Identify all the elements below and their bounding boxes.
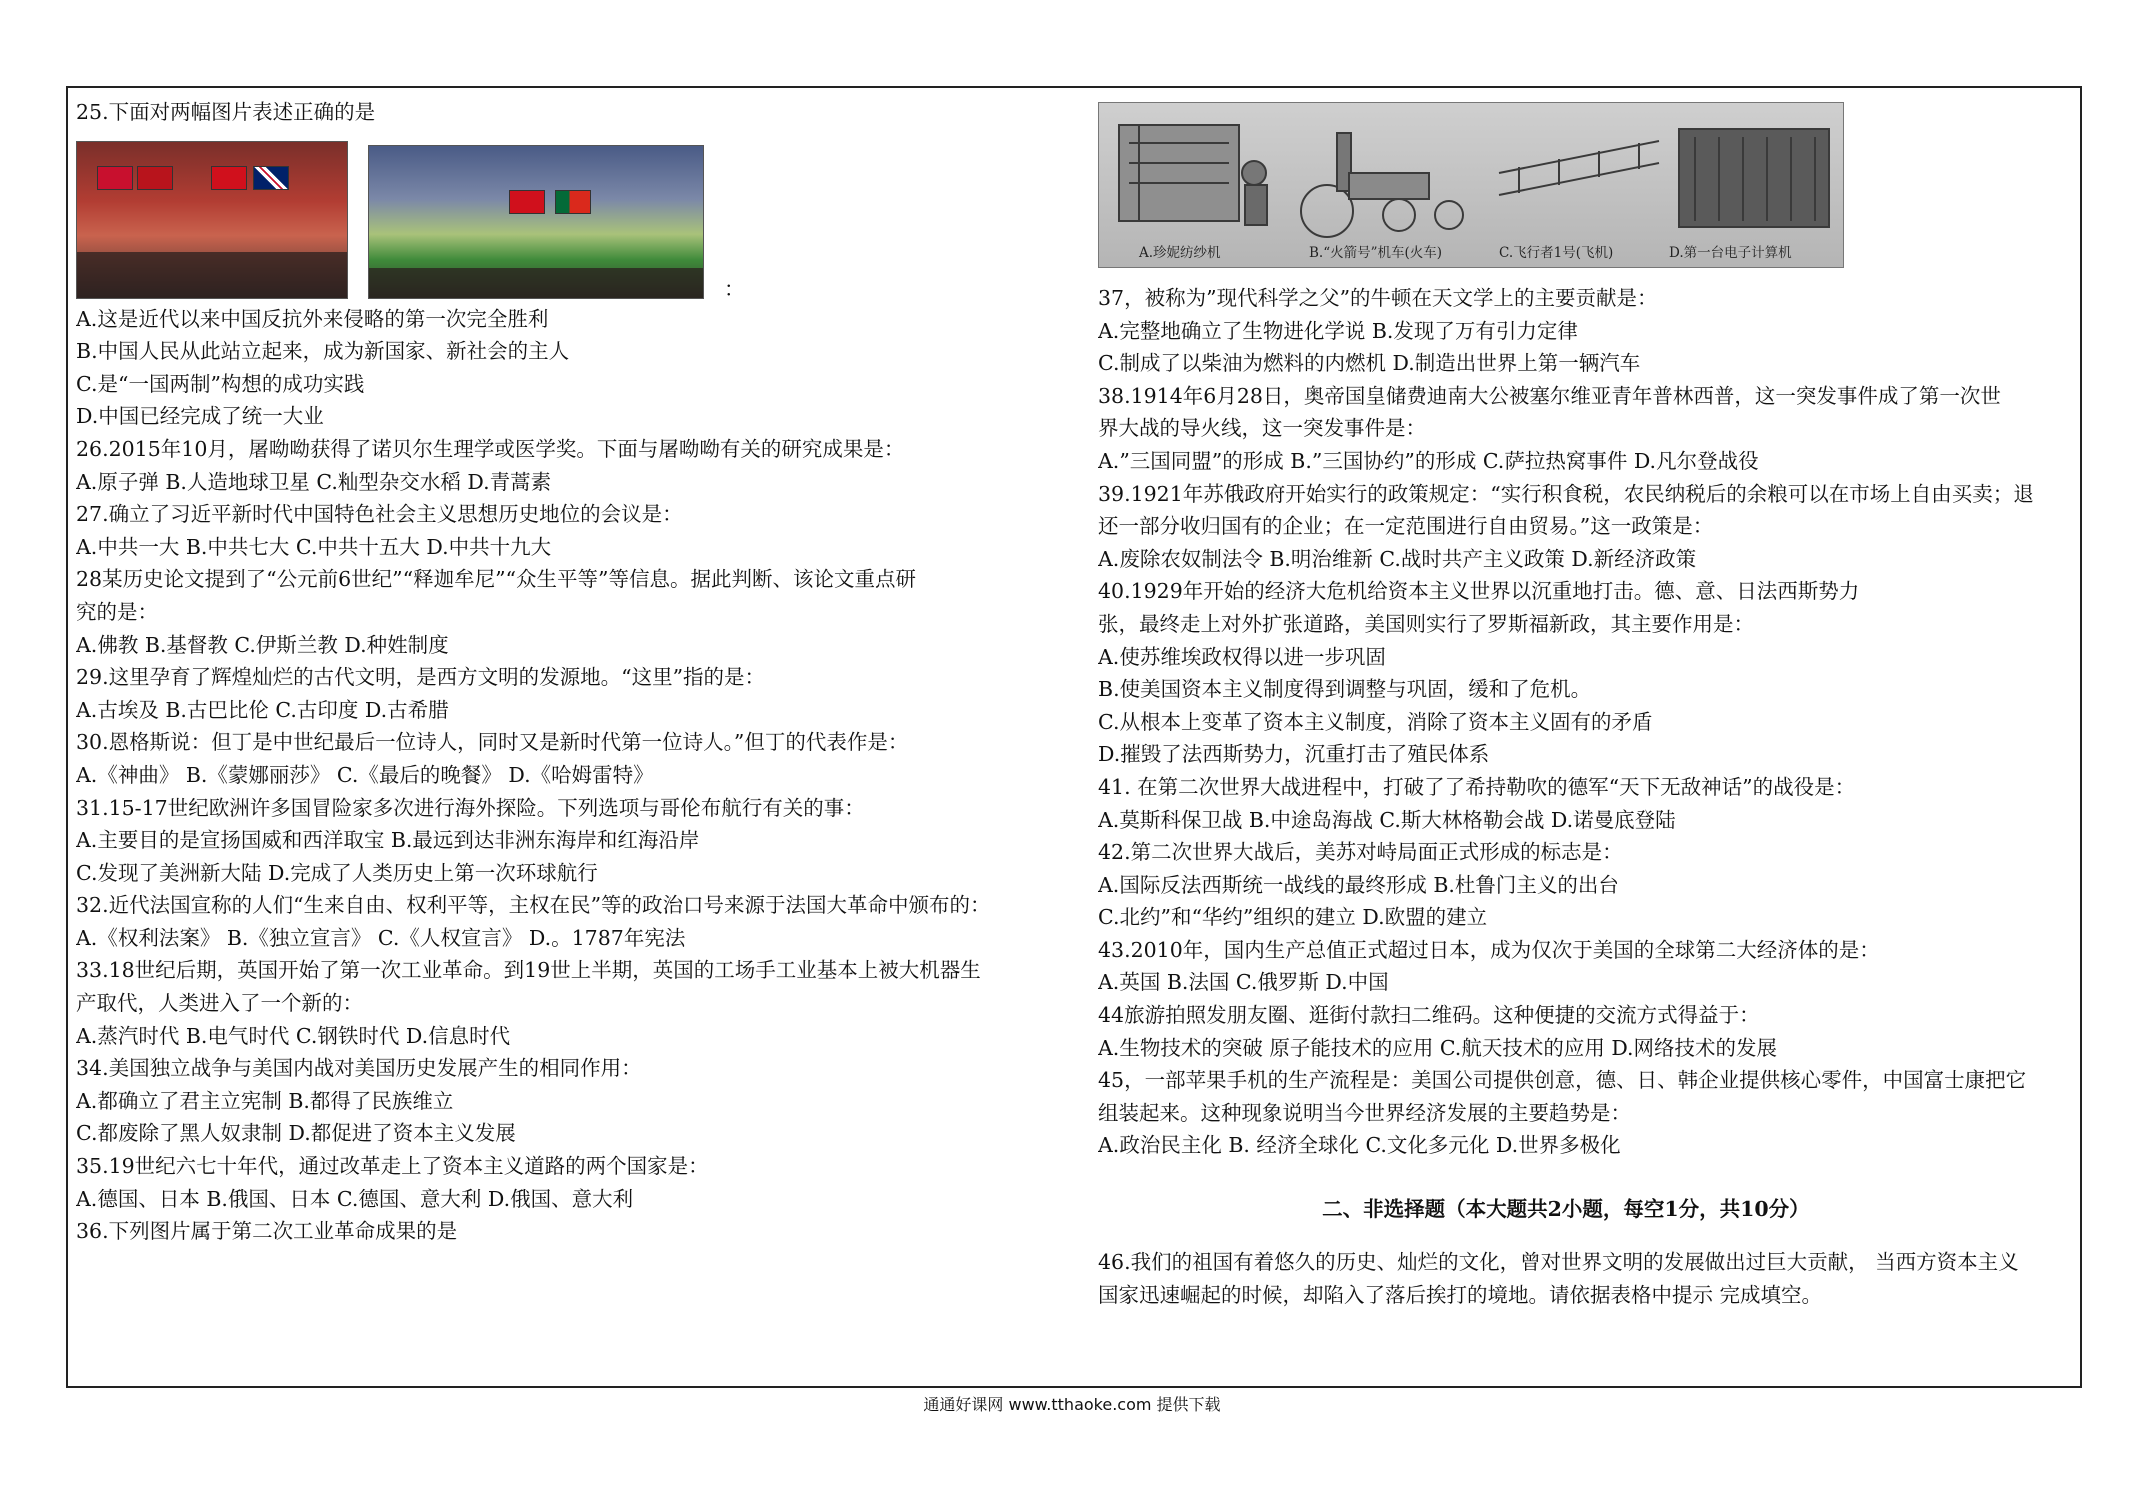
text-line: 37，被称为”现代科学之父”的牛顿在天文学上的主要贡献是： [1098, 286, 1658, 310]
text-line: A.政治民主化 B. 经济全球化 C.文化多元化 D.世界多极化 [1098, 1133, 1621, 1158]
text-line: C.都废除了黑人奴隶制 D.都促进了资本主义发展 [76, 1121, 516, 1146]
text-line: A.主要目的是宣扬国威和西洋取宝 B.最远到达非洲东海岸和红海沿岸 [76, 828, 700, 853]
text-line: A.中共一大 B.中共七大 C.中共十五大 D.中共十九大 [76, 534, 552, 559]
caption-first-computer: D.第一台电子计算机 [1669, 245, 1792, 261]
section-heading-non-choice: 二、非选择题（本大题共2小题，每空1分，共10分） [1322, 1197, 1810, 1222]
text-line: A.生物技术的突破 原子能技术的应用 C.航天技术的应用 D.网络技术的发展 [1098, 1035, 1778, 1060]
text-line: 32.近代法国宣称的人们“生来自由、权利平等，主权在民”等的政治口号来源于法国大革命中颁布的： [76, 893, 991, 918]
text-line: 42.第二次世界大战后，美苏对峙局面正式形成的标志是： [1098, 840, 1623, 865]
q25-photo-row [76, 137, 1076, 299]
text-line: 产取代，人类进入了一个新的： [76, 991, 363, 1016]
text-line: C.北约”和“华约”组织的建立 D.欧盟的建立 [1098, 905, 1488, 930]
text-line: C.是“一国两制”构想的成功实践 [76, 371, 365, 396]
text-line: 29.这里孕育了辉煌灿烂的古代文明，是西方文明的发源地。“这里”指的是： [76, 665, 766, 690]
text-line: 40.1929年开始的经济大危机给资本主义世界以沉重地打击。德、意、日法西斯势力 [1098, 579, 1860, 604]
text-line: 33.18世纪后期，英国开始了第一次工业革命。到19世上半期，英国的工场手工业基本上被大机器生 [76, 958, 981, 983]
question-46-line: 国家迅速崛起的时候，却陷入了落后挨打的境地。请依据表格中提示 完成填空。 [1098, 1282, 1823, 1307]
text-line: 28某历史论文提到了“公元前6世纪”“释迦牟尼”“众生平等”等信息。据此判断、该论文重点研 [76, 567, 917, 592]
text-line: A.蒸汽时代 B.电气时代 C.钢铁时代 D.信息时代 [76, 1023, 511, 1048]
text-line: A.完整地确立了生物进化学说 B.发现了万有引力定律 [1098, 318, 1578, 343]
text-line: A.莫斯科保卫战 B.中途岛海战 C.斯大林格勒会战 D.诺曼底登陆 [1098, 807, 1676, 832]
text-line: 究的是： [76, 599, 158, 624]
text-line: A.都确立了君主立宪制 B.都得了民族维立 [76, 1088, 454, 1113]
page-footer-source: 通通好课网 www.tthaoke.com 提供下载 [923, 1395, 1221, 1414]
text-line: A.使苏维埃政权得以进一步巩固 [1098, 644, 1386, 669]
text-line: 还一部分收归国有的企业；在一定范围进行自由贸易。”这一政策是： [1098, 514, 1714, 539]
exam-page-frame [66, 86, 2082, 1388]
text-line: 43.2010年，国内生产总值正式超过日本，成为仅次于美国的全球第二大经济体的是： [1098, 937, 1880, 962]
text-line: 45，一部苹果手机的生产流程是：美国公司提供创意，德、日、韩企业提供核心零件，中国富士康把它 [1098, 1068, 2027, 1093]
text-line: A.德国、日本 B.俄国、日本 C.德国、意大利 D.俄国、意大利 [76, 1186, 634, 1211]
text-line: 组装起来。这种现象说明当今世界经济发展的主要趋势是： [1098, 1100, 1631, 1125]
text-line: D.摧毁了法西斯势力，沉重打击了殖民体系 [1098, 742, 1490, 767]
text-line: A.废除农奴制法令 B.明治维新 C.战时共产主义政策 D.新经济政策 [1098, 546, 1697, 571]
text-line: 44旅游拍照发朋友圈、逛街付款扫二维码。这种便捷的交流方式得益于： [1098, 1003, 1760, 1028]
text-line: 36.下列图片属于第二次工业革命成果的是 [76, 1219, 458, 1244]
right-question-lines [1098, 282, 2034, 1311]
text-line: 30.恩格斯说：但丁是中世纪最后一位诗人，同时又是新时代第一位诗人。”但丁的代表作是： [76, 730, 909, 755]
text-line: A.佛教 B.基督教 C.伊斯兰教 D.种姓制度 [76, 632, 449, 657]
text-line: A.《权利法案》 B.《独立宣言》 C.《人权宣言》 D.。1787年宪法 [76, 925, 686, 950]
text-line: B.使美国资本主义制度得到调整与巩固，缓和了危机。 [1098, 677, 1592, 702]
q25-trailing-colon: ： [724, 276, 745, 301]
caption-rocket-locomotive: B.“火箭号”机车(火车) [1309, 245, 1443, 261]
text-line: C.从根本上变革了资本主义制度，消除了资本主义固有的矛盾 [1098, 709, 1653, 734]
text-line: A.英国 B.法国 C.俄罗斯 D.中国 [1098, 970, 1389, 995]
text-line: 27.确立了习近平新时代中国特色社会主义思想历史地位的会议是： [76, 502, 683, 527]
caption-flyer-airplane: C.飞行者1号(飞机) [1499, 245, 1614, 261]
text-line: 38.1914年6月28日，奥帝国皇储费迪南大公被塞尔维亚青年普林西普，这一突发事件成了第一次世 [1098, 383, 2001, 408]
hong-kong-handover-ceremony-photo [76, 141, 348, 299]
industrial-revolution-pictures [1098, 102, 1844, 268]
question-25-title: 25.下面对两幅图片表述正确的是 [76, 100, 376, 124]
text-line: B.中国人民从此站立起来，成为新国家、新社会的主人 [76, 339, 570, 364]
text-line: 35.19世纪六七十年代，通过改革走上了资本主义道路的两个国家是： [76, 1154, 709, 1179]
text-line: D.中国已经完成了统一大业 [76, 404, 324, 429]
left-question-lines [76, 303, 1076, 1248]
text-line: 张，最终走上对外扩张道路，美国则实行了罗斯福新政，其主要作用是： [1098, 611, 1754, 636]
left-column [76, 96, 1076, 1248]
text-line: 39.1921年苏俄政府开始实行的政策规定：“实行积食税，农民纳税后的余粮可以在市场上自由买卖；退 [1098, 481, 2034, 506]
caption-jenny-spinning: A.珍妮纺纱机 [1139, 245, 1221, 261]
text-line: 界大战的导火线，这一突发事件是： [1098, 416, 1426, 441]
text-line: C.制成了以柴油为燃料的内燃机 D.制造出世界上第一辆汽车 [1098, 351, 1641, 376]
text-line: A.这是近代以来中国反抗外来侵略的第一次完全胜利 [76, 306, 549, 331]
macau-handover-ceremony-photo [368, 145, 704, 299]
text-line: 41. 在第二次世界大战进程中，打破了了希持勒吹的德军“天下无敌神话”的战役是： [1098, 774, 1856, 799]
text-line: A.”三国同盟”的形成 B.”三国协约”的形成 C.萨拉热窝事件 D.凡尔登战役 [1098, 448, 1759, 473]
text-line: 26.2015年10月，屠呦呦获得了诺贝尔生理学或医学奖。下面与屠呦呦有关的研究成果是： [76, 436, 905, 461]
text-line: A.国际反法西斯统一战线的最终形成 B.杜鲁门主义的出台 [1098, 872, 1619, 897]
text-line: C.发现了美洲新大陆 D.完成了人类历史上第一次环球航行 [76, 860, 598, 885]
text-line: A.古埃及 B.古巴比伦 C.古印度 D.古希腊 [76, 697, 449, 722]
text-line: 31.15-17世纪欧洲许多国冒险家多次进行海外探险。下列选项与哥伦布航行有关的事： [76, 795, 865, 820]
text-line: A.《神曲》 B.《蒙娜丽莎》 C.《最后的晚餐》 D.《哈姆雷特》 [76, 762, 654, 787]
text-line: A.原子弹 B.人造地球卫星 C.籼型杂交水稻 D.青蒿素 [76, 469, 552, 494]
question-46-line: 46.我们的祖国有着悠久的历史、灿烂的文化，曾对世界文明的发展做出过巨大贡献， 当西方资本主义 [1098, 1250, 2019, 1275]
text-line: 34.美国独立战争与美国内战对美国历史发展产生的相同作用： [76, 1056, 642, 1081]
